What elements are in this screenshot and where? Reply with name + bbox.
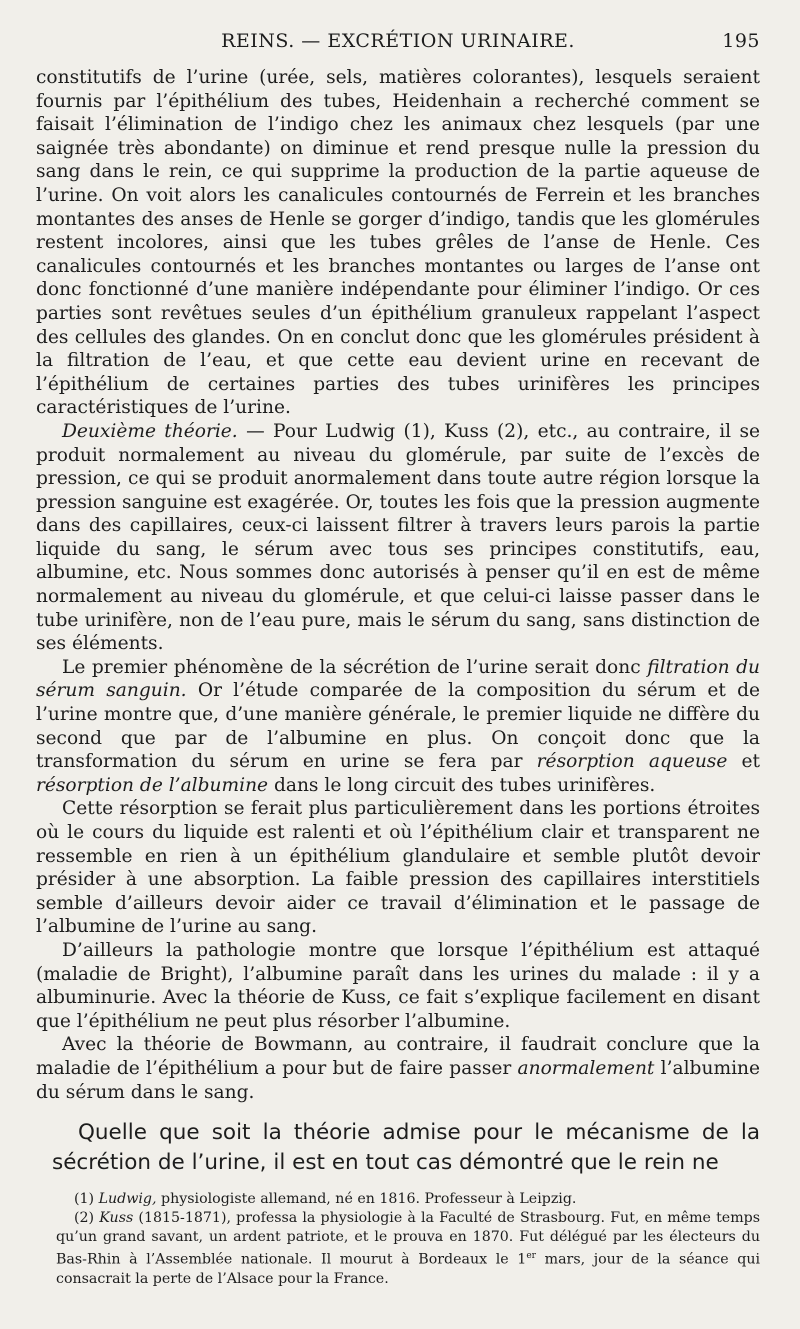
footnote-2-mark: (2)	[74, 1210, 100, 1226]
p3-emph-resorption-albumine: résorption de l’albumine	[36, 774, 269, 796]
p3-text-a: Le premier phénomène de la sécrétion de l’urine serait donc	[62, 656, 648, 678]
paragraph-2-text: — Pour Ludwig (1), Kuss (2), etc., au contraire, il se produit normalement au niveau du glomérule, par suite de l’excès de pression, ce qui se produit anormalement dans toute autre région lorsque la pression sanguine est exagérée. Or, toutes les fois que la pression augmente dans des capillaires, ceux-ci laissent filtrer à travers leurs parois la partie liquide du sang, le sérum avec tous ses principes constitutifs, eau, albumine, etc. Nous sommes donc autorisés à penser qu’il en est de même normalement au niveau du glomérule, et que celui-ci laisse passer dans le tube urinifère, non de l’eau pure, mais le sérum du sang, sans distinction de ses éléments.	[36, 420, 760, 655]
p3-text-g: dans le long circuit des tubes urinifères.	[268, 774, 656, 796]
p6-emph-anormalement: anormalement	[517, 1057, 655, 1079]
footnote-1-mark: (1)	[74, 1191, 99, 1207]
paragraph-5: D’ailleurs la pathologie montre que lorsque l’épithélium est attaqué (maladie de Bright), l’albumine paraît dans les urines du malade : il y a albuminurie. Avec la théorie de Kuss, ce fait s’explique facilement en disant que l’épithélium ne peut plus résorber l’albumine.	[36, 939, 760, 1032]
p3-text-e: et	[727, 751, 761, 773]
paragraph-1: constitutifs de l’urine (urée, sels, matières colorantes), lesquels seraient fournis par l’épithélium des tubes, Heidenhain a recherché comment se faisait l’élimination de l’indigo chez les animaux chez lesquels (par une saignée très abondante) on diminue et rend presque nulle la pression du sang dans le rein, ce qui supprime la production de la partie aqueuse de l’urine. On voit alors les canalicules contournés de Ferrein et les branches montantes des anses de Henle se gorger d’indigo, tandis que les glomérules restent incolores, ainsi que les tubes grêles de l’anse de Henle. Ces canalicules contournés et les branches montantes ou larges de l’anse ont donc fonctionné d’une manière indépendante pour éliminer l’indigo. Or ces parties sont revêtues seules d’un épithélium granuleux rappelant l’aspect des cellules des glandes. On en conclut donc que les glomérules président à la filtration de l’eau, et que cette eau devient urine en recevant de l’épithélium de certaines parties des tubes urinifères les principes caractéristiques de l’urine.	[36, 67, 760, 419]
footnote-2-text-a: (1815-1871), professa la physiologie à la Faculté de Strasbourg. Fut, en même temps qu’un grand savant, un ardent patriote, et le prouva en 1870. Fut délégué par les électeurs du Bas-Rhin à l’Assemblée nationale. Il mourut à Bordeaux le 1	[56, 1210, 761, 1268]
footnote-2-name: Kuss	[99, 1210, 134, 1226]
footnotes	[56, 1190, 760, 1289]
footnote-2-sup: er	[526, 1251, 536, 1261]
page-number: 195	[722, 30, 760, 52]
paragraph-4: Cette résorption se ferait plus particulièrement dans les portions étroites où le cours du liquide est ralenti et où l’épithélium clair et transparent ne ressemble en rien à un épithélium glandulaire et semble plutôt devoir présider à une absorption. La faible pression des capillaires interstitiels semble d’ailleurs devoir aider ce travail d’élimination et le passage de l’albumine de l’urine au sang.	[36, 798, 760, 938]
p3-text-c: Or l’étude comparée de la composition du sérum et de l’urine montre que, d’une manière générale, le premier liquide ne diffère du second que par de l’albumine en plus. On conçoit donc que la transformation du sérum en urine se fera par	[36, 680, 761, 773]
p6-text-c: l’albumine du sérum dans le sang.	[36, 1057, 760, 1103]
summary-paragraph: Quelle que soit la théorie admise pour le mécanisme de la sécrétion de l’urine, il est en tout cas démontré que le rein ne	[52, 1120, 760, 1175]
body-text	[36, 66, 760, 1104]
p3-emph-resorption-aqueuse: résorption aqueuse	[536, 751, 728, 773]
footnote-2	[56, 1209, 760, 1289]
footnote-2-text-b: mars, jour de la séance qui consacrait la perte de l’Alsace pour la France.	[56, 1251, 761, 1287]
section-label: Deuxième théorie.	[62, 420, 238, 442]
paragraph-3	[36, 656, 760, 798]
p3-emph-filtration: filtration du sérum sanguin.	[36, 656, 761, 702]
footnote-1	[56, 1190, 760, 1209]
paragraph-2	[36, 420, 760, 656]
running-header	[36, 30, 760, 58]
footnote-1-text: physiologiste allemand, né en 1816. Professeur à Leipzig.	[156, 1191, 577, 1207]
footnote-1-name: Ludwig,	[98, 1191, 157, 1207]
paragraph-6	[36, 1033, 760, 1104]
p6-text-a: Avec la théorie de Bowmann, au contraire, il faudrait conclure que la maladie de l’épithélium a pour but de faire passer	[36, 1034, 760, 1079]
header-title: REINS. — EXCRÉTION URINAIRE.	[221, 30, 575, 52]
